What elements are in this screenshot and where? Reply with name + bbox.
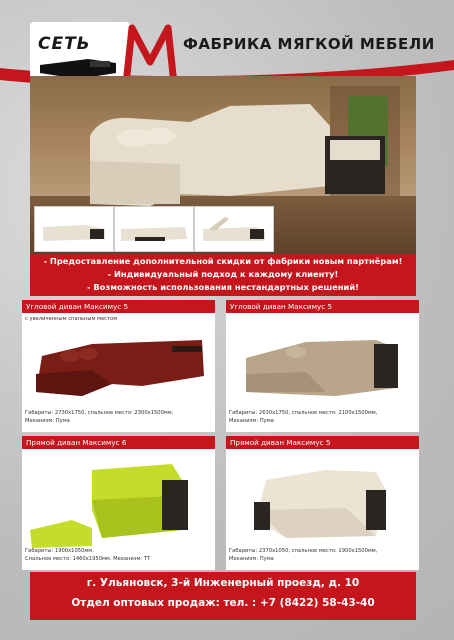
product-card-2-spec-2: Механизм: Пума <box>229 418 274 424</box>
product-card-1-spec-2: Механизм: Пума <box>25 418 70 424</box>
product-card-4-spec-2: Механизм: Пума <box>229 556 274 562</box>
promo-line-2: - Индивидуальный подход к каждому клиенту! <box>107 269 339 279</box>
thumbnail-sofa-1 <box>34 206 114 252</box>
product-card-3-spec-1: Габариты: 1900х1050мм. <box>25 548 94 554</box>
product-card-2-spec-1: Габариты: 2630х1750, спальное место: 2100х1500мм, <box>229 410 378 416</box>
product-card-4-title: Прямой диван Максимус 5 <box>226 436 419 449</box>
product-card-1-subtitle: с увеличенным спальным местом <box>25 316 118 322</box>
product-card-3-title: Прямой диван Максимус 6 <box>22 436 215 449</box>
footer <box>0 572 454 640</box>
product-card-1-title: Угловой диван Максимус 5 <box>22 300 215 313</box>
product-card-1-spec-1: Габариты: 2730х1750, спальное место: 2300х1500мм, <box>25 410 174 416</box>
promo-line-1: - Предоставление дополнительной скидки от фабрики новым партнёрам! <box>43 256 403 266</box>
thumbnail-sofa-1-icon <box>35 207 113 251</box>
product-card-4-sofa-image <box>226 450 419 550</box>
product-card-2 <box>226 300 419 432</box>
logo-text: СЕТЬ <box>38 34 91 54</box>
footer-phone: Отдел оптовых продаж: тел. : +7 (8422) 58-43-40 <box>71 597 375 609</box>
thumbnail-sofa-3-icon <box>195 207 273 251</box>
factory-title: ФАБРИКА МЯГКОЙ МЕБЕЛИ <box>183 35 435 53</box>
promo-line-3: - Возможность использования нестандартных решений! <box>87 282 359 292</box>
thumbnail-sofa-3 <box>194 206 274 252</box>
product-card-3 <box>22 436 215 570</box>
product-card-2-title: Угловой диван Максимус 5 <box>226 300 419 313</box>
product-card-1-sofa-image <box>22 326 215 406</box>
product-card-3-sofa-image <box>22 450 215 550</box>
product-card-2-sofa-image <box>226 318 419 408</box>
thumbnail-sofa-2-icon <box>115 207 193 251</box>
product-card-3-spec-2: Спальное место: 1460х1950мм. Механизм: ТТ <box>25 556 151 562</box>
footer-address: г. Ульяновск, 3-й Инженерный проезд, д. 10 <box>86 577 360 589</box>
thumbnail-sofa-2 <box>114 206 194 252</box>
promo-banner <box>30 254 416 296</box>
product-card-4-spec-1: Габариты: 2370х1050, спальное место: 1900х1500мм, <box>229 548 378 554</box>
product-card-4 <box>226 436 419 570</box>
product-card-1 <box>22 300 215 432</box>
